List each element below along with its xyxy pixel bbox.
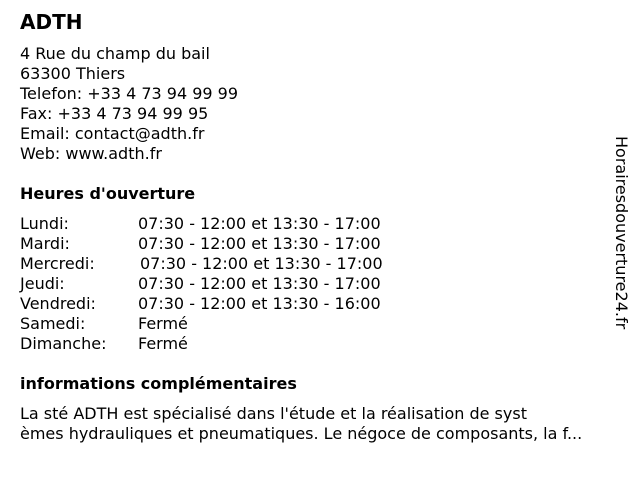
contact-block [20,44,238,164]
day-label: Vendredi: [20,294,96,313]
day-hours: 07:30 - 12:00 et 13:30 - 17:00 [140,254,383,273]
info-line-1: La sté ADTH est spécialisé dans l'étude et la réalisation de syst [20,404,527,423]
web-line: Web: www.adth.fr [20,144,162,163]
day-label: Mercredi: [20,254,95,273]
day-hours: 07:30 - 12:00 et 13:30 - 17:00 [138,274,381,293]
day-label: Dimanche: [20,334,107,353]
day-label: Lundi: [20,214,69,233]
fax-line: Fax: +33 4 73 94 99 95 [20,104,209,123]
day-hours: Fermé [138,314,188,333]
info-description [20,404,632,444]
day-label: Mardi: [20,234,70,253]
phone-line: Telefon: +33 4 73 94 99 99 [20,84,239,103]
site-watermark: Horairesdouverture24.fr [612,136,631,330]
info-heading: informations complémentaires [20,374,297,393]
day-hours: 07:30 - 12:00 et 13:30 - 17:00 [138,214,381,233]
address-line-street: 4 Rue du champ du bail [20,44,210,63]
hours-heading: Heures d'ouverture [20,184,196,203]
email-line: Email: contact@adth.fr [20,124,205,143]
day-hours: 07:30 - 12:00 et 13:30 - 17:00 [138,234,381,253]
address-line-city: 63300 Thiers [20,64,126,83]
day-label: Samedi: [20,314,86,333]
day-hours: Fermé [138,334,188,353]
business-name: ADTH [20,10,83,34]
day-hours: 07:30 - 12:00 et 13:30 - 16:00 [138,294,381,313]
day-label: Jeudi: [20,274,65,293]
info-line-2: èmes hydrauliques et pneumatiques. Le négoce de composants, la f... [20,424,583,443]
